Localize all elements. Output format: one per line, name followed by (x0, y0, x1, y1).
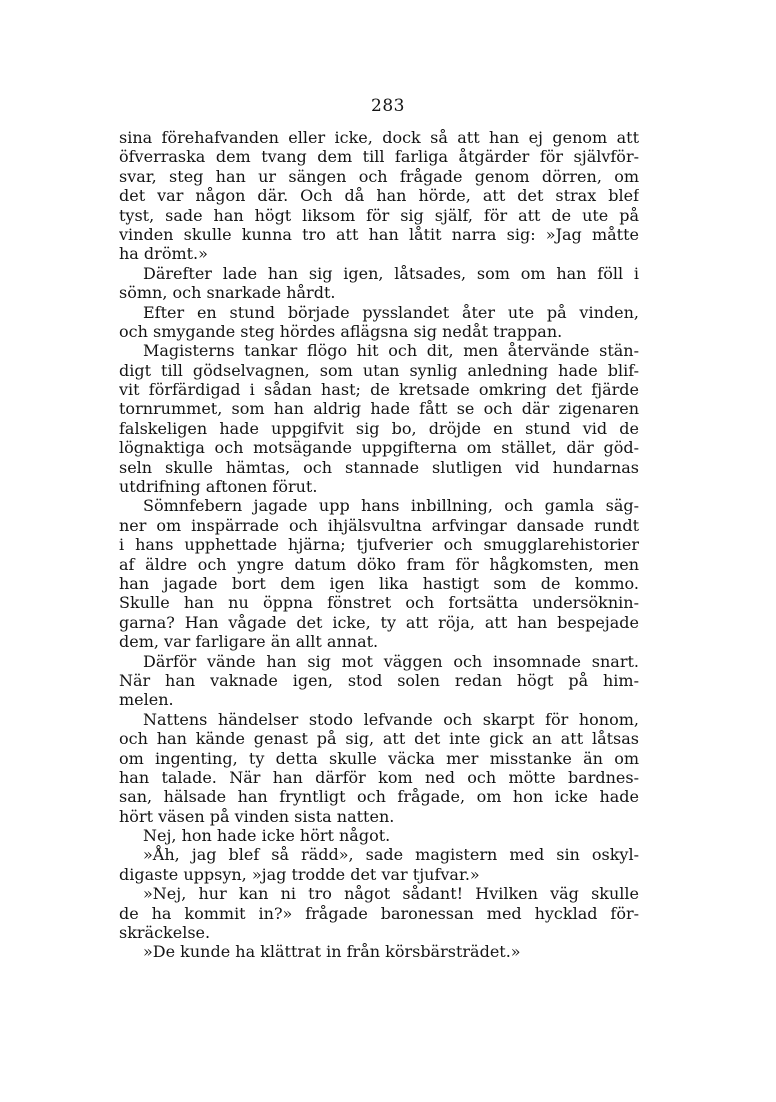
text-line: Magisterns tankar flögo hit och dit, men återvände stän- (143, 341, 639, 361)
text-line: dem, var farligare än allt annat. (119, 632, 379, 652)
page-number: 283 (371, 96, 405, 116)
text-line: Nattens händelser stodo lefvande och skarpt för honom, (143, 709, 639, 729)
text-line: »Åh, jag blef så rädd», sade magistern med sin oskyl- (143, 845, 639, 865)
text-line: hört väsen på vinden sista natten. (119, 806, 395, 826)
text-line: Efter en stund började pysslandet åter ute på vinden, (143, 302, 639, 322)
text-line: öfverraska dem tvang dem till farliga åtgärder för självför- (119, 147, 639, 167)
text-line: utdrifning aftonen förut. (119, 477, 318, 497)
text-line: svar, steg han ur sängen och frågade genom dörren, om (119, 166, 639, 186)
text-line: och smygande steg hördes aflägsna sig nedåt trappan. (119, 321, 563, 341)
text-line: digaste uppsyn, »jag trodde det var tjufvar.» (119, 864, 480, 884)
body-text (119, 128, 639, 962)
text-line: digt till gödselvagnen, som utan synlig anledning hade blif- (119, 360, 639, 380)
text-line: garna? Han vågade det icke, ty att röja, att han bespejade (119, 612, 639, 632)
text-line: vit förfärdigad i sådan hast; de kretsade omkring det fjärde (119, 380, 639, 400)
text-line: Nej, hon hade icke hört något. (143, 826, 391, 846)
text-line: melen. (119, 690, 174, 710)
text-line: skräckelse. (119, 923, 211, 943)
text-line: det var någon där. Och då han hörde, att det strax blef (119, 186, 639, 206)
text-line: Därefter lade han sig igen, låtsades, som om han föll i (143, 263, 639, 283)
text-line: han talade. När han därför kom ned och mötte bardnes- (119, 767, 639, 787)
text-line: ha drömt.» (119, 244, 208, 264)
text-line: han jagade bort dem igen lika hastigt som de kommo. (119, 573, 639, 593)
text-line: lögnaktiga och motsägande uppgifterna om stället, där göd- (119, 438, 639, 458)
text-line: i hans upphettade hjärna; tjufverier och smugglarehistorier (119, 535, 639, 555)
text-line: vinden skulle kunna tro att han låtit narra sig: »Jag måtte (119, 224, 639, 244)
text-line: När han vaknade igen, stod solen redan högt på him- (119, 670, 639, 690)
text-line: af äldre och yngre datum döko fram för hågkomsten, men (119, 554, 639, 574)
text-line: sina förehafvanden eller icke, dock så att han ej genom att (119, 128, 639, 147)
text-line: tyst, sade han högt liksom för sig själf, för att de ute på (119, 205, 639, 225)
text-line: om ingenting, ty detta skulle väcka mer misstanke än om (119, 748, 639, 768)
text-line: falskeligen hade uppgifvit sig bo, dröjde en stund vid de (119, 418, 639, 438)
text-line: »De kunde ha klättrat in från körsbärsträdet.» (143, 942, 521, 962)
text-line: seln skulle hämtas, och stannade slutligen vid hundarnas (119, 457, 639, 477)
text-line: »Nej, hur kan ni tro något sådant! Hvilken väg skulle (143, 884, 639, 904)
text-line: ner om inspärrade och ihjälsvultna arfvingar dansade rundt (119, 515, 639, 535)
text-line: Sömnfebern jagade upp hans inbillning, och gamla säg- (143, 496, 639, 516)
text-line: san, hälsade han fryntligt och frågade, om hon icke hade (119, 787, 639, 807)
text-line: tornrummet, som han aldrig hade fått se och där zigenaren (119, 399, 639, 419)
text-line: och han kände genast på sig, att det inte gick an att låtsas (119, 729, 639, 749)
text-line: sömn, och snarkade hårdt. (119, 283, 336, 303)
text-line: de ha kommit in?» frågade baronessan med hycklad för- (119, 903, 639, 923)
text-line: Därför vände han sig mot väggen och insomnade snart. (143, 651, 639, 671)
text-line: Skulle han nu öppna fönstret och fortsätta undersöknin- (119, 593, 639, 613)
